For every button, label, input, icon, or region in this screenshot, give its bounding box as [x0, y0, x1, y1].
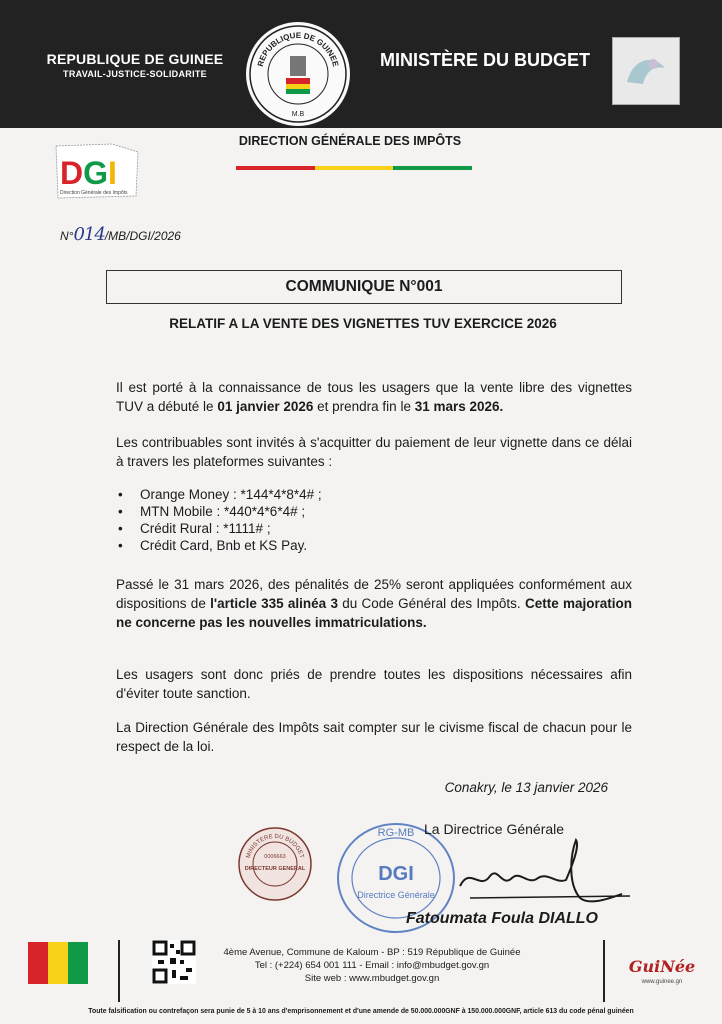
- guinee-logo-url: www.guinee.gn: [641, 979, 683, 985]
- paragraph-civism: La Direction Générale des Impôts sait compter sur le civisme fiscal de chacun pour le respect de la loi.: [116, 720, 632, 754]
- reference-number: [60, 224, 181, 245]
- intro-text-a: Il est porté à la connaissance de tous les usagers que la vente libre des vignettes TUV a débuté le: [116, 380, 632, 414]
- svg-text:DGI: DGI: [60, 155, 117, 191]
- penalty-text-a: Passé le 31 mars 2026, des pénalités de 25% seront appliquées conformément aux dispositions de: [116, 577, 632, 611]
- republic-name: REPUBLIQUE DE GUINEE: [46, 51, 224, 67]
- signatory-name: Fatoumata Foula DIALLO: [406, 910, 598, 927]
- letterhead-banner: [0, 0, 722, 128]
- place-and-date: Conakry, le 13 janvier 2026: [444, 780, 608, 795]
- penalty-text-b: du Code Général des Impôts.: [337, 596, 525, 611]
- signatory-role: La Directrice Générale: [424, 821, 565, 837]
- paragraph-penalties: [116, 575, 632, 632]
- payment-platform-list: [116, 486, 516, 554]
- blue-stamp-text: Directrice Générale: [357, 890, 435, 900]
- national-seal-icon: [244, 20, 352, 128]
- communique-title: COMMUNIQUE N°001: [106, 270, 622, 304]
- republic-motto: TRAVAIL-JUSTICE-SOLIDARITE: [63, 69, 207, 79]
- paragraph-precautions: Les usagers sont donc priés de prendre toutes les dispositions nécessaires afin d'éviter toute sanction.: [116, 667, 632, 701]
- reference-suffix: /MB/DGI/2026: [104, 229, 181, 243]
- seal-text: REPUBLIQUE DE GUINEE: [255, 30, 341, 68]
- reference-prefix: N°: [60, 229, 74, 243]
- footer-website: Site web : www.mbudget.gov.gn: [304, 973, 440, 984]
- qr-code-icon: [152, 940, 196, 984]
- handwritten-signature-icon: [440, 836, 640, 916]
- footer-address-block: [204, 946, 540, 985]
- guinea-flag-icon: [28, 942, 88, 984]
- communique-subject: RELATIF A LA VENTE DES VIGNETTES TUV EXERCICE 2026: [169, 316, 557, 331]
- round-stamp-outer-text: MINISTERE DU BUDGET: [245, 833, 305, 859]
- list-item: • Crédit Card, Bnb et KS Pay.: [116, 537, 516, 554]
- list-item: • Crédit Rural : *1111# ;: [116, 520, 516, 537]
- guinee-logo-text: GuiNée: [628, 957, 696, 976]
- blue-stamp-logo: DGI: [378, 863, 414, 885]
- tricolor-divider: [236, 166, 472, 170]
- list-item: • MTN Mobile : *440*4*6*4# ;: [116, 503, 516, 520]
- paragraph-platforms-intro: Les contribuables sont invités à s'acquitter du paiement de leur vignette dans ce délai à travers les plateformes suivantes :: [116, 435, 632, 469]
- footer-divider: [118, 940, 120, 1002]
- intro-text-b: et prendra fin le: [313, 399, 415, 414]
- penalty-exemption: Cette majoration ne concerne pas les nouvelles immatriculations.: [116, 596, 632, 630]
- blue-stamp-ring-text: RG-MB: [377, 827, 415, 839]
- legal-fineprint: Toute falsification ou contrefaçon sera punie de 5 à 10 ans d'emprisonnement et d'une amende de 50.000.000GNF à 150.000.000GNF, article 613 du code pénal guinéen: [88, 1008, 634, 1015]
- directorate-title: DIRECTION GÉNÉRALE DES IMPÔTS: [238, 134, 462, 148]
- list-item: • Orange Money : *144*4*8*4# ;: [116, 486, 516, 503]
- start-date: 01 janvier 2026: [217, 399, 314, 414]
- republic-block: [40, 51, 230, 79]
- footer-address: 4ème Avenue, Commune de Kaloum - BP : 519 République de Guinée: [223, 947, 521, 958]
- footer-divider: [603, 940, 605, 1002]
- hologram-emblem-icon: [612, 37, 680, 105]
- seal-initials: M.B: [291, 111, 305, 118]
- dgi-logo-icon: [52, 140, 142, 202]
- footer-contact: Tel : (+224) 654 001 111 - Email : info@mbudget.gov.gn: [254, 960, 490, 971]
- reference-handwritten-number: 014: [73, 224, 105, 245]
- round-stamp-number: 0006663: [264, 854, 286, 860]
- round-stamp-center: DIRECTEUR GENERAL: [244, 866, 306, 872]
- end-date: 31 mars 2026.: [414, 399, 504, 414]
- official-round-stamp-icon: [237, 826, 313, 902]
- paragraph-intro: [116, 378, 632, 416]
- guinee-brand-logo-icon: [622, 952, 702, 988]
- dgi-logo-caption: Direction Générale des Impôts: [60, 190, 128, 196]
- ministry-name: MINISTÈRE DU BUDGET: [380, 50, 591, 70]
- article-reference: l'article 335 alinéa 3: [210, 596, 338, 611]
